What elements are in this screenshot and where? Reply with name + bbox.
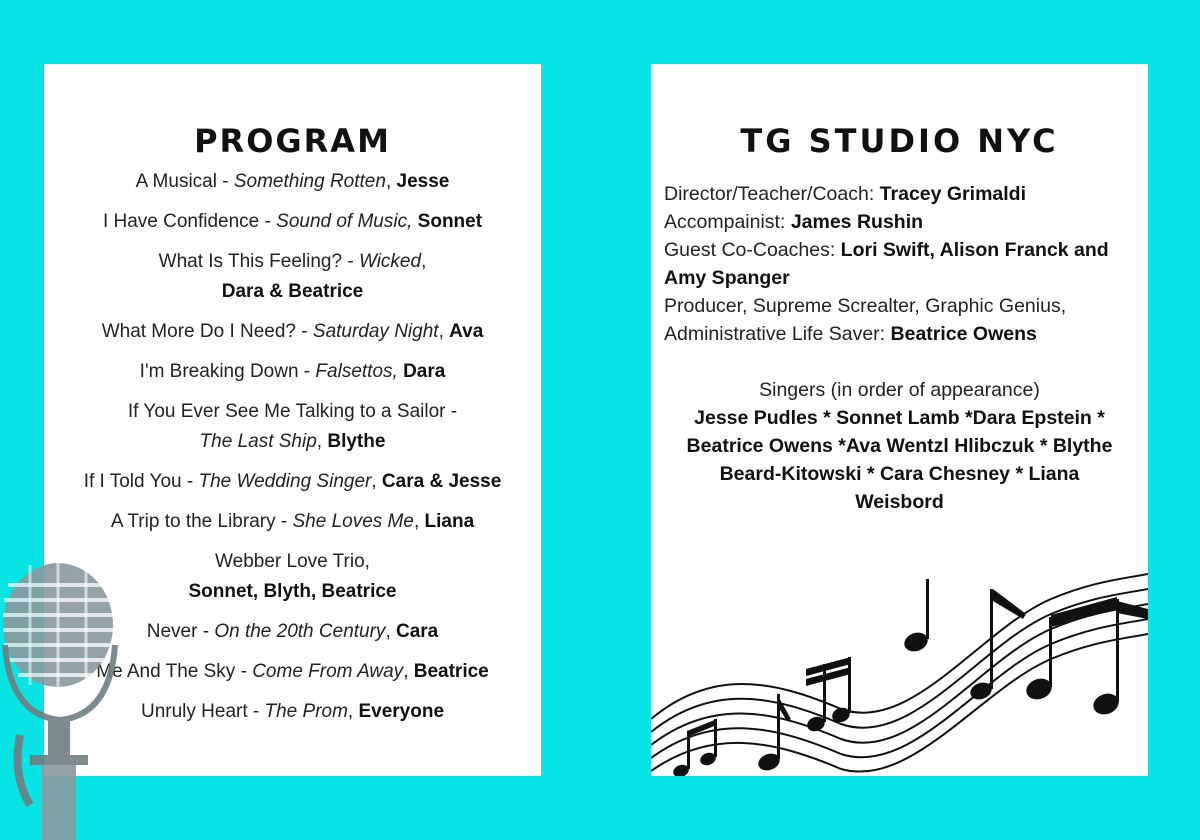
singers-heading: Singers (in order of appearance): [759, 379, 1040, 401]
program-item: A Trip to the Library - She Loves Me, Liana: [110, 511, 475, 532]
program-item: Webber Love Trio, Sonnet, Blyth, Beatrice: [188, 551, 397, 602]
program-item: I'm Breaking Down - Falsettos, Dara: [139, 361, 446, 382]
music-notes-icon: [651, 519, 1148, 776]
program-item: What More Do I Need? - Saturday Night, Ava: [101, 321, 484, 342]
program-item: If You Ever See Me Talking to a Sailor - The Last Ship, Blythe: [127, 401, 458, 452]
credits: [664, 180, 1128, 348]
microphone-icon: [0, 555, 140, 840]
credit-director: Director/Teacher/Coach: Tracey Grimaldi: [664, 183, 1026, 205]
program-item: A Musical - Something Rotten, Jesse: [135, 171, 450, 192]
program-title: PROGRAM: [194, 122, 391, 160]
program-item: If I Told You - The Wedding Singer, Cara & Jesse: [83, 471, 502, 492]
program-item: Me And The Sky - Come From Away, Beatrice: [96, 661, 489, 682]
singers-list: Jesse Pudles * Sonnet Lamb *Dara Epstein * Beatrice Owens *Ava Wentzl Hlibczuk * Blythe Beard-Kitowski * Cara Chesney * Liana Weisbord: [686, 407, 1113, 513]
program-item: What Is This Feeling? - Wicked, Dara & Beatrice: [158, 251, 427, 302]
program-item: Unruly Heart - The Prom, Everyone: [140, 701, 445, 722]
credit-producer: Producer, Supreme Screalter, Graphic Genius, Administrative Life Saver: Beatrice Owens: [664, 295, 1067, 345]
program-item: Never - On the 20th Century, Cara: [146, 621, 439, 642]
program-item: I Have Confidence - Sound of Music, Sonnet: [102, 211, 483, 232]
studio-title: TG STUDIO NYC: [740, 122, 1059, 160]
credit-coaches: Guest Co-Coaches: Lori Swift, Alison Franck and Amy Spanger: [664, 239, 1109, 289]
credit-accompanist: Accompainist: James Rushin: [664, 211, 924, 233]
singers-section: [651, 376, 1148, 516]
studio-panel: [651, 64, 1148, 776]
